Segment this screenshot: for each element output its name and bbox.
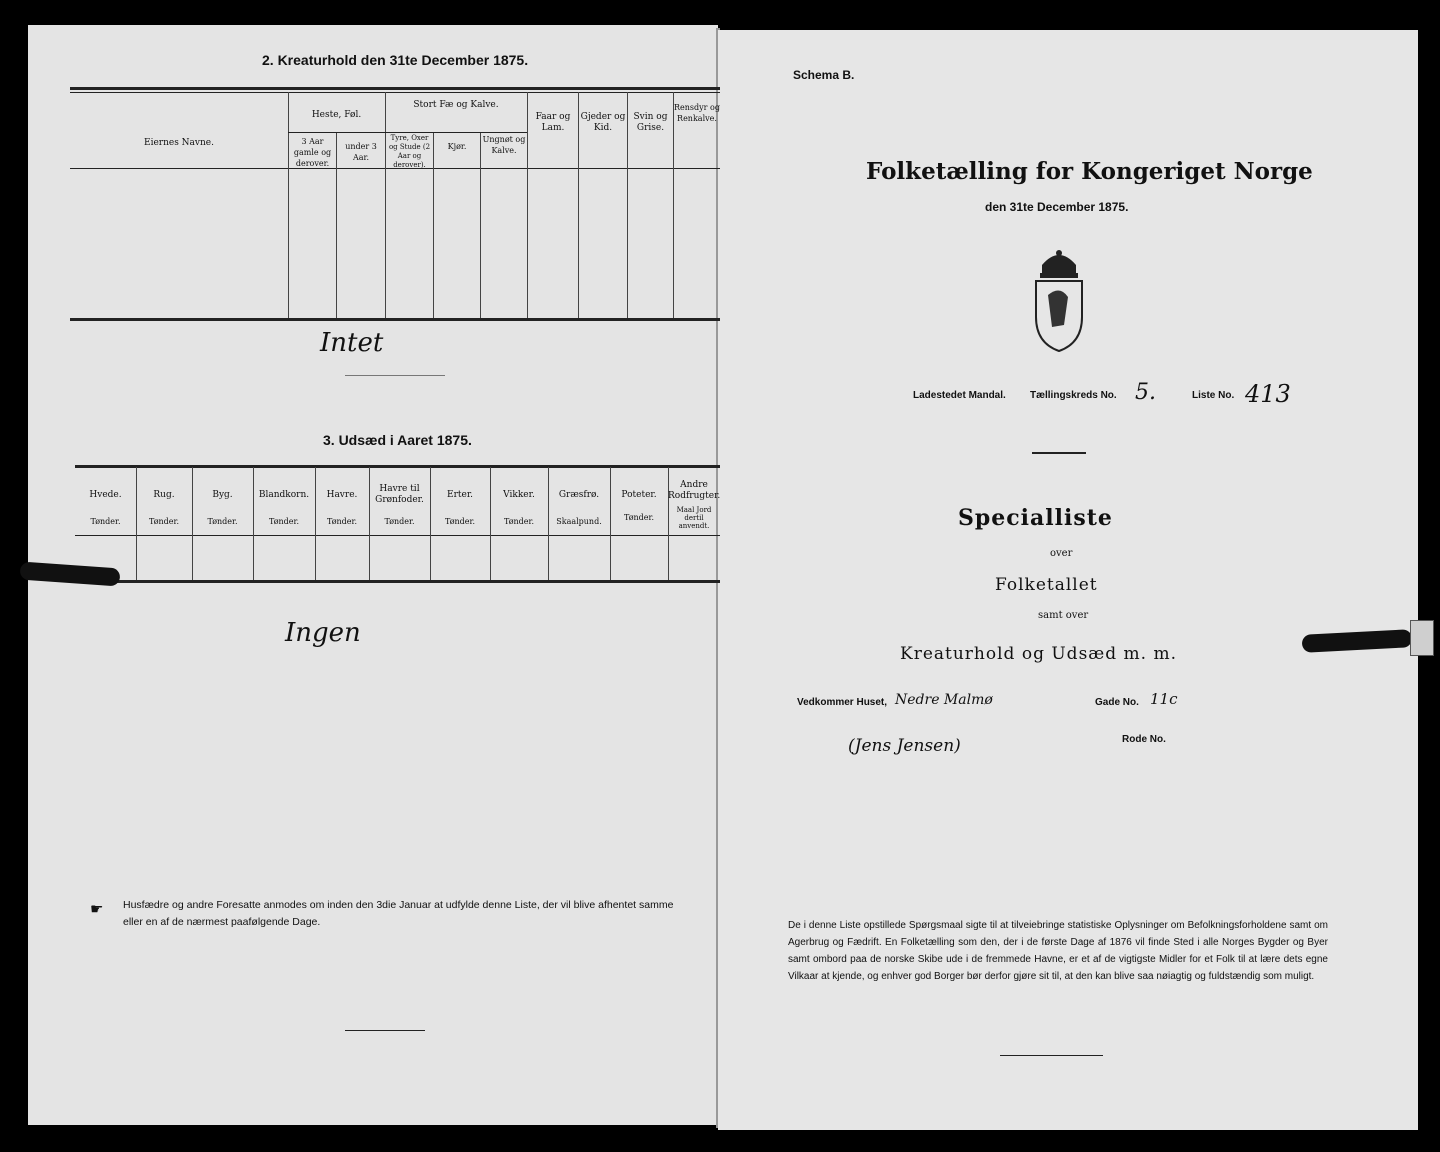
havre-unit: Tønder.: [326, 517, 358, 526]
erter-unit: Tønder.: [444, 517, 476, 526]
kreds-value: 5.: [1135, 380, 1156, 405]
pointing-hand-icon: ☛: [90, 900, 104, 918]
graesfro-header: Græsfrø.: [558, 490, 600, 500]
rug-unit: Tønder.: [148, 517, 180, 526]
notice-text: Husfædre og andre Foresatte anmodes om inden den 3die Januar at udfylde denne Liste, der vil blive afhentet samme eller en af de nærmest paafølgende Dage.: [123, 899, 674, 928]
stort-sub1: Tyre, Oxer og Stude (2 Aar og derover).: [388, 134, 431, 169]
rode-label: Rode No.: [1122, 734, 1166, 745]
vikker-header: Vikker.: [503, 490, 535, 500]
footer-text: De i denne Liste opstillede Spørgsmaal sigte til at tilveiebringe statistiske Oplysninger om Befolkningsforholdene samt om Agerbrug og Fædrift. En Folketælling som den, der i de første Dage af 1876 vil finde Sted i alle Norges Bygder og Byer samt ombord paa de norske Skibe ude i de fremmede Havne, er et af de vigtigste Midler for et Folk til at lære dets egne Vilkaar at kjende, og enhver god Borger bør derfor gjøre sit til, at den kan blive saa nøiagtig og fuldstændig som muligt.: [788, 920, 1328, 982]
rodfrugter-unit: Maal Jord dertil anvendt.: [676, 506, 712, 530]
gjeder-header: Gjeder og Kid.: [580, 112, 626, 133]
faar-header: Faar og Lam.: [535, 112, 571, 133]
poteter-unit: Tønder.: [623, 513, 655, 522]
byg-unit: Tønder.: [207, 517, 238, 526]
census-title: Folketælling for Kongeriget Norge: [866, 158, 1313, 185]
specialliste-title: Specialliste: [958, 505, 1113, 531]
schema-label: Schema B.: [793, 68, 855, 82]
owner-value: (Jens Jensen): [848, 736, 961, 756]
vikker-unit: Tønder.: [503, 517, 535, 526]
section3-entry: Ingen: [285, 618, 361, 648]
stort-sub2: Kjør.: [447, 142, 467, 151]
blandkorn-header: Blandkorn.: [258, 490, 310, 500]
over-text-1: over: [1050, 548, 1073, 559]
census-date: den 31te December 1875.: [985, 200, 1129, 214]
graesfro-unit: Skaalpund.: [556, 517, 602, 526]
poteter-header: Poteter.: [621, 490, 657, 500]
liste-value: 413: [1245, 380, 1291, 408]
samt-over-text: samt over: [1038, 610, 1089, 621]
blandkorn-unit: Tønder.: [268, 517, 300, 526]
ladested-label: Ladestedet Mandal.: [913, 390, 1006, 401]
kreds-label: Tællingskreds No.: [1030, 390, 1117, 401]
section2-entry: Intet: [320, 328, 384, 358]
havre-header: Havre.: [326, 490, 358, 500]
erter-header: Erter.: [447, 490, 473, 500]
section3-title: 3. Udsæd i Aaret 1875.: [323, 432, 472, 448]
gronfoder-unit: Tønder.: [384, 517, 415, 526]
section2-title: 2. Kreaturhold den 31te December 1875.: [262, 52, 529, 68]
svin-header: Svin og Grise.: [633, 112, 668, 133]
vedkommer-label: Vedkommer Huset,: [797, 697, 888, 708]
hvede-unit: Tønder.: [90, 517, 121, 526]
stort-sub3: Ungnøt og Kalve.: [482, 135, 526, 155]
coat-of-arms-icon: [1030, 245, 1088, 353]
gade-label: Gade No.: [1095, 697, 1139, 708]
heste-header: Heste, Føl.: [311, 110, 362, 120]
folketallet-text: Folketallet: [995, 575, 1098, 595]
gade-value: 11c: [1150, 690, 1178, 708]
owner-header: Eiernes Navne.: [144, 138, 214, 148]
left-page: [28, 25, 721, 1125]
liste-label: Liste No.: [1192, 390, 1235, 401]
huset-value: Nedre Malmø: [895, 692, 993, 708]
stort-header: Stort Fæ og Kalve.: [413, 100, 499, 110]
rensdyr-header: Rensdyr og Renkalve.: [674, 103, 720, 123]
hvede-header: Hvede.: [89, 490, 122, 500]
gronfoder-header: Havre til Grønfoder.: [375, 484, 424, 505]
rug-header: Rug.: [153, 490, 175, 500]
heste-sub1: 3 Aar gamle og derover.: [293, 137, 332, 168]
clip-tab: [1410, 620, 1434, 656]
heste-sub2: under 3 Aar.: [345, 142, 377, 162]
rodfrugter-header: Andre Rodfrugter.: [668, 480, 721, 501]
kreaturhold-text: Kreaturhold og Udsæd m. m.: [900, 644, 1178, 664]
byg-header: Byg.: [212, 490, 233, 500]
